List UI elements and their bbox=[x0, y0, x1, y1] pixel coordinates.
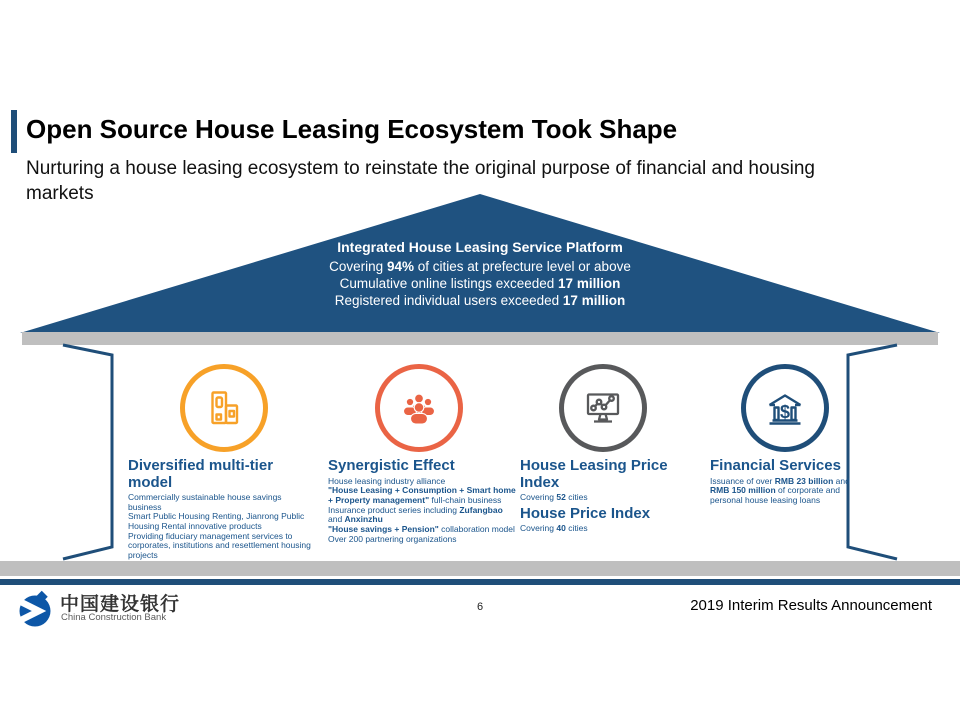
ccb-logo-cn-text: 中国建设银行 bbox=[60, 594, 181, 615]
building-icon-circle bbox=[180, 364, 268, 452]
bank-icon bbox=[761, 384, 809, 432]
column-heading: Financial Services bbox=[710, 457, 841, 474]
column-body: Covering 40 cities bbox=[520, 523, 588, 534]
column-heading: Diversified multi-tier model bbox=[128, 457, 274, 491]
footer-divider-bar bbox=[0, 579, 960, 585]
column-heading: Synergistic Effect bbox=[328, 457, 455, 474]
column-text bbox=[128, 458, 314, 561]
column-text bbox=[328, 458, 516, 544]
roof-text-block bbox=[230, 239, 730, 309]
title-accent-bar bbox=[11, 110, 17, 153]
bank-icon-circle bbox=[741, 364, 829, 452]
ccb-emblem-icon bbox=[20, 591, 51, 627]
people-icon-circle bbox=[375, 364, 463, 452]
footer-right-text: 2019 Interim Results Announcement bbox=[690, 597, 932, 614]
column-body: Commercially sustainable house savings business Smart Public Housing Renting, Jianrong Public Housing Rental innovative products Providing fiduciary management services to corporates, institutions and resettlement housing projects bbox=[128, 492, 311, 561]
page-subtitle: Nurturing a house leasing ecosystem to reinstate the original purpose of financial and housing markets bbox=[26, 158, 815, 205]
page-number: 6 bbox=[476, 601, 484, 613]
left-wall bbox=[63, 345, 112, 559]
chart-monitor-icon bbox=[579, 384, 627, 432]
column-text bbox=[710, 458, 862, 506]
eave-gray-band bbox=[22, 332, 938, 345]
floor-gray-band bbox=[0, 561, 960, 576]
svg-text:$: $ bbox=[779, 402, 791, 422]
column-body: House leasing industry alliance "House Leasing + Consumption + Smart home + Property management" full-chain business Insurance product series including Zufangbao and Anxinzhu "House savings + Pension" collaboration model Over 200 partnering organizations bbox=[328, 475, 516, 544]
page-title: Open Source House Leasing Ecosystem Took Shape bbox=[26, 114, 678, 144]
column-body: Issuance of over RMB 23 billion and RMB 150 million of corporate and personal house leasing loans bbox=[710, 475, 850, 505]
footer bbox=[0, 586, 960, 720]
right-wall bbox=[848, 345, 897, 559]
building-icon bbox=[200, 384, 248, 432]
column-body: Covering 52 cities bbox=[520, 492, 588, 502]
chart-monitor-icon-circle bbox=[559, 364, 647, 452]
column-heading: House Leasing Price Index bbox=[520, 457, 668, 491]
people-icon bbox=[395, 384, 443, 432]
roof-title: Integrated House Leasing Service Platform bbox=[337, 239, 623, 255]
column-heading: House Price Index bbox=[520, 504, 651, 522]
roof-stat-lines: Covering 94% of cities at prefecture level or above Cumulative online listings exceeded 17 million Registered individual users exceeded 17 million bbox=[329, 259, 631, 308]
ccb-logo-en-text: China Construction Bank bbox=[61, 612, 167, 623]
column-text bbox=[520, 458, 710, 534]
